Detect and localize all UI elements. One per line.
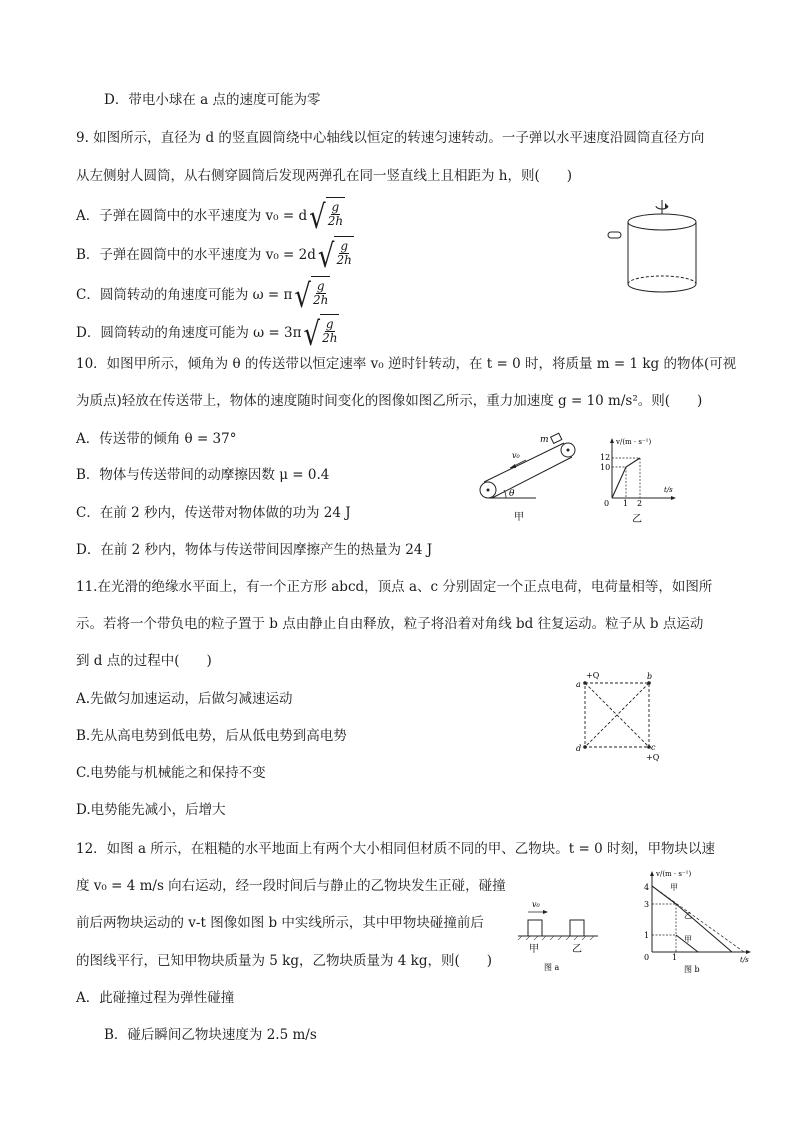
x-axis-label: t/s xyxy=(740,956,749,964)
q12-stem-line4: 的图线平行，已知甲物块质量为 5 kg，乙物块质量为 4 kg，则( ) xyxy=(76,953,493,969)
q11-option-a: A.先做匀加速运动，后做匀减速运动 xyxy=(76,691,293,707)
mass-label: m xyxy=(540,435,549,445)
q11-option-d: D.电势能先减小，后增大 xyxy=(76,802,226,818)
q9-stem-line1: 9. 如图所示，直径为 d 的竖直圆筒绕中心轴线以恒定的转速匀速转动。一子弹以水平速度沿圆筒直径方向 xyxy=(76,130,705,146)
q12-stem-line2: 度 v₀ = 4 m/s 向右运动，经一段时间后与静止的乙物块发生正碰，碰撞 xyxy=(76,878,506,894)
q9-option-d xyxy=(76,314,339,354)
bullet-icon xyxy=(608,232,621,238)
vertex-d: d xyxy=(576,744,582,753)
block-jia xyxy=(528,920,542,936)
block-m xyxy=(551,433,562,443)
q10-option-b: B．物体与传送带间的动摩擦因数 μ = 0.4 xyxy=(76,467,330,483)
q10-stem-line1: 10．如图甲所示，倾角为 θ 的传送带以恒定速率 v₀ 逆时针转动，在 t = 0 时，将质量 m = 1 kg 的物体(可视 xyxy=(76,356,737,372)
tick-12: 12 xyxy=(600,453,611,462)
theta-label: θ xyxy=(509,489,515,499)
frac-denominator: 2h xyxy=(327,214,344,228)
x-axis-label: t/s xyxy=(664,486,673,494)
tick-10: 10 xyxy=(600,463,611,472)
q12-stem-line1: 12．如图 a 所示，在粗糙的水平地面上有两个大小相同但材质不同的甲、乙物块。t = 0 时刻，甲物块以速 xyxy=(76,841,716,857)
q10-option-a: A．传送带的倾角 θ = 37° xyxy=(76,431,237,447)
vertex-b: b xyxy=(647,672,653,681)
q8-option-d: D．带电小球在 a 点的速度可能为零 xyxy=(104,92,321,108)
fig-b-caption: 图 b xyxy=(684,965,700,974)
q9-option-d-text: D．圆筒转动的角速度可能为 ω = 3π xyxy=(76,324,302,341)
y-axis-label: v/(m · s⁻¹) xyxy=(656,870,692,878)
q9-cylinder-figure xyxy=(608,188,708,300)
v0-label: v₀ xyxy=(532,900,540,909)
tick-4: 4 xyxy=(644,883,650,892)
cylinder-bottom-back xyxy=(628,276,696,284)
cylinder-bottom-front xyxy=(628,284,696,292)
frac-denominator: 2h xyxy=(322,331,338,345)
q11-option-c: C.电势能与机械能之和保持不变 xyxy=(76,765,266,781)
fig-yi-caption: 乙 xyxy=(632,514,642,525)
q9-option-b xyxy=(76,236,354,276)
tick-1: 1 xyxy=(644,931,650,940)
frac-numerator: g xyxy=(316,279,325,293)
label-yi: 乙 xyxy=(684,911,692,920)
v0-label: v₀ xyxy=(512,451,520,460)
q10-option-d: D．在前 2 秒内，物体与传送带间因摩擦产生的热量为 24 J xyxy=(76,542,433,558)
label-jia-top: 甲 xyxy=(670,883,678,892)
belt-top xyxy=(484,443,564,482)
charge-c-label: +Q xyxy=(646,753,660,762)
q9-option-a xyxy=(76,197,345,237)
q12-vt-graph xyxy=(636,868,756,976)
charge-a-label: +Q xyxy=(586,671,600,680)
q11-stem-line2: 示。若将一个带负电的粒子置于 b 点由静止自由释放，粒子将沿着对角线 bd 往复运动。粒子从 b 点运动 xyxy=(76,616,704,632)
tick-2: 2 xyxy=(637,499,643,508)
q11-option-b: B.先从高电势到低电势，后从低电势到高电势 xyxy=(76,728,347,744)
sqrt-expression: √ $\frac{g}{2h}$ xyxy=(303,316,338,354)
q9-option-c xyxy=(76,276,330,316)
fig-jia-caption: 甲 xyxy=(514,512,524,523)
sqrt-expression: √ $\frac{g}{2h}$ xyxy=(294,278,329,316)
frac-numerator: g xyxy=(340,239,348,253)
tick-1: 1 xyxy=(623,499,629,508)
label-jia: 甲 xyxy=(529,944,539,955)
block-yi xyxy=(570,920,584,936)
tick-0: 0 xyxy=(604,499,610,508)
q11-square-figure xyxy=(574,668,664,762)
tick-x1: 1 xyxy=(672,953,678,962)
y-axis-label: v/(m · s⁻¹) xyxy=(616,438,652,446)
frac-numerator: g xyxy=(331,200,340,214)
frac-denominator: 2h xyxy=(312,293,329,307)
tick-3: 3 xyxy=(644,900,650,909)
q12-fig-a xyxy=(516,896,602,976)
q9-option-b-text: B．子弹在圆筒中的水平速度为 v₀ = 2d xyxy=(76,246,316,263)
q10-option-c: C．在前 2 秒内，传送带对物体做的功为 24 J xyxy=(76,505,351,521)
vertex-c: c xyxy=(651,743,656,752)
q12-option-b: B．碰后瞬间乙物块速度为 2.5 m/s xyxy=(104,1027,317,1043)
q10-stem-line2: 为质点)轻放在传送带上，物体的速度随时间变化的图像如图乙所示，重力加速度 g = 10 m/s²。则( ) xyxy=(76,393,703,409)
q9-option-c-text: C．圆筒转动的角速度可能为 ω = π xyxy=(76,286,293,303)
label-jia-low: 甲 xyxy=(684,935,692,944)
belt-bottom xyxy=(492,457,572,498)
q11-stem-line1: 11.在光滑的绝缘水平面上，有一个正方形 abcd，顶点 a、c 分别固定一个正点电荷，电荷量相等，如图所 xyxy=(76,579,713,595)
fig-a-caption: 图 a xyxy=(544,963,560,972)
frac-denominator: 2h xyxy=(336,253,352,267)
vertex-a: a xyxy=(576,680,581,689)
q9-stem-line2: 从左侧射人圆筒，从右侧穿圆筒后发现两弹孔在同一竖直线上且相距为 h，则( ) xyxy=(76,168,573,184)
q11-stem-line3: 到 d 点的过程中( ) xyxy=(76,653,212,669)
q12-option-a: A．此碰撞过程为弹性碰撞 xyxy=(76,990,235,1006)
q10-vt-graph xyxy=(596,436,680,528)
frac-numerator: g xyxy=(325,317,334,331)
tick-0: 0 xyxy=(644,953,650,962)
q10-conveyor-figure xyxy=(476,432,586,524)
q12-stem-line3: 前后两物块运动的 v-t 图像如图 b 中实线所示，其中甲物块碰撞前后 xyxy=(76,915,484,931)
label-yi: 乙 xyxy=(572,944,582,955)
q9-option-a-text: A．子弹在圆筒中的水平速度为 v₀ = d xyxy=(76,207,308,224)
sqrt-expression: √ $\frac{g}{2h}$ xyxy=(317,238,352,276)
cylinder-top xyxy=(628,214,696,230)
sqrt-expression: √ $\frac{g}{2h}$ xyxy=(309,199,344,237)
